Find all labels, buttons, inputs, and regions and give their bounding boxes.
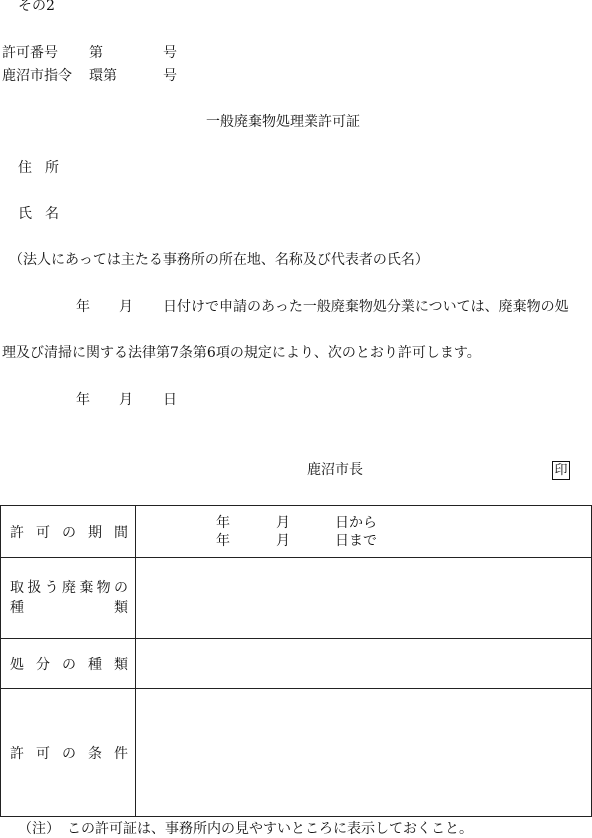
body-year: 年 <box>76 299 90 315</box>
waste-kind-label-char: 扱 <box>27 580 42 596</box>
period-label-char: の <box>62 524 76 541</box>
period-label-char: 可 <box>36 524 50 541</box>
waste-kind-label-char: 物 <box>96 580 111 596</box>
table-row <box>1 639 592 689</box>
footnote: （注） この許可証は、事務所内の見やすいところに表示しておくこと。 <box>18 821 473 837</box>
waste-kind-label-char: 類 <box>114 600 128 616</box>
issue-year: 年 <box>76 392 90 408</box>
conditions-label-char: 条 <box>88 745 102 762</box>
waste-kind-label-char: 廃 <box>61 580 76 596</box>
city-directive-label: 鹿沼市指令 <box>2 68 72 84</box>
period-to-month: 月 <box>276 532 290 549</box>
disposal-kind-label-char: 処 <box>10 656 24 673</box>
period-to-year: 年 <box>216 532 230 549</box>
name-label-char: 氏 <box>18 206 32 222</box>
period-from-line <box>136 514 591 532</box>
address-label-char: 所 <box>45 160 59 176</box>
issuer-name: 鹿沼市長 <box>307 462 363 478</box>
waste-kind-label-char: 種 <box>10 600 24 616</box>
document-title: 一般廃棄物処理業許可証 <box>206 114 360 130</box>
table-row <box>1 689 592 817</box>
corporation-note: （法人にあっては主たる事務所の所在地、名称及び代表者の氏名） <box>9 252 429 268</box>
period-label-char: 間 <box>114 524 128 541</box>
conditions-label-char: の <box>62 745 76 762</box>
period-from-day: 日から <box>335 514 377 531</box>
permit-number-suffix: 号 <box>163 45 177 61</box>
disposal-kind-value-cell <box>136 639 592 689</box>
body-line2: 理及び清掃に関する法律第7条第6項の規定により、次のとおり許可します。 <box>2 345 481 361</box>
issue-month: 月 <box>119 392 133 408</box>
period-label-char: 期 <box>88 524 102 541</box>
permit-details-table <box>0 505 592 817</box>
seal-stamp: 印 <box>552 461 570 480</box>
period-label-cell <box>1 506 136 558</box>
conditions-label-char: 件 <box>114 745 128 762</box>
waste-kind-label-char: 棄 <box>79 580 94 596</box>
period-from-year: 年 <box>216 514 230 531</box>
address-label-char: 住 <box>18 160 32 176</box>
permit-number-label: 許可番号 <box>2 45 58 61</box>
disposal-kind-label-char: 種 <box>88 656 102 673</box>
waste-kind-label-char: う <box>44 580 59 596</box>
period-to-line <box>136 532 591 550</box>
city-directive-prefix: 環第 <box>89 68 117 84</box>
disposal-kind-label-cell <box>1 639 136 689</box>
disposal-kind-label-char: 類 <box>114 656 128 673</box>
waste-kind-label-char: 取 <box>10 580 24 596</box>
conditions-value-cell <box>136 689 592 817</box>
form-number: その2 <box>18 0 55 14</box>
period-from-month: 月 <box>276 514 290 531</box>
city-directive-suffix: 号 <box>163 68 177 84</box>
body-month: 月 <box>119 299 133 315</box>
issue-day: 日 <box>163 392 177 408</box>
name-label-char: 名 <box>45 206 59 222</box>
waste-kind-label-cell <box>1 558 136 639</box>
body-line1: 日付けで申請のあった一般廃棄物処分業については、廃棄物の処 <box>163 299 569 315</box>
conditions-label-char: 可 <box>36 745 50 762</box>
table-row <box>1 506 592 558</box>
disposal-kind-label-char: 分 <box>36 656 50 673</box>
table-row <box>1 558 592 639</box>
period-label-char: 許 <box>10 524 24 541</box>
permit-number-prefix: 第 <box>89 45 103 61</box>
period-to-day: 日まで <box>335 532 377 549</box>
waste-kind-value-cell <box>136 558 592 639</box>
period-value-cell <box>136 506 592 558</box>
conditions-label-cell <box>1 689 136 817</box>
waste-kind-label-char: の <box>113 580 128 596</box>
disposal-kind-label-char: の <box>62 656 76 673</box>
conditions-label-char: 許 <box>10 745 24 762</box>
